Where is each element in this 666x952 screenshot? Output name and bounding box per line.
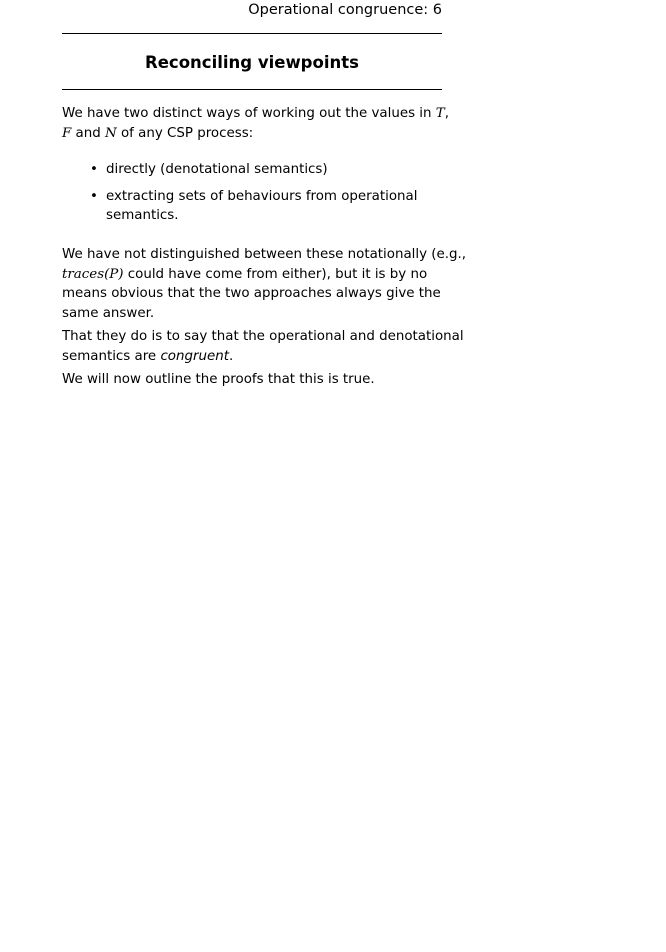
bullet-glyph: • <box>90 162 98 177</box>
intro-comma: , <box>444 106 449 121</box>
traces-argument: (P) <box>104 266 124 282</box>
bullet-item-text: directly (denotational semantics) <box>106 162 328 177</box>
intro-text: We have two distinct ways of working out the values in <box>62 106 436 121</box>
paragraph-congruence <box>62 327 464 366</box>
paragraph-intro <box>62 104 452 143</box>
paragraph-outline <box>62 370 452 390</box>
bullet-item-extracting <box>62 187 452 226</box>
failures-model-symbol: F <box>62 125 72 141</box>
paragraph-notation-line-3: means obvious that the two approaches always give the <box>62 286 441 301</box>
bullet-item-directly <box>62 160 452 180</box>
congruence-start: semantics are <box>62 348 161 364</box>
traces-model-symbol: T <box>435 106 445 121</box>
top-rule <box>62 33 442 34</box>
paragraph-intro-line-2 <box>62 124 452 144</box>
intro-and: and <box>71 125 106 141</box>
paragraph-congruence-line-1: That they do is to say that the operational and denotational <box>62 329 464 344</box>
slide-title: Reconciling viewpoints <box>145 53 359 72</box>
traces-function: traces <box>62 266 105 282</box>
congruent-term: congruent <box>160 348 229 364</box>
paragraph-notation-line-1: We have not distinguished between these notationally (e.g., <box>62 247 467 262</box>
congruence-end: . <box>228 348 234 364</box>
bullet-item-text-continued: semantics. <box>106 208 179 223</box>
divergences-model-symbol: N <box>105 125 117 141</box>
paragraph-notation-line-4: same answer. <box>62 305 155 321</box>
paragraph-outline-line-1: We will now outline the proofs that this is true. <box>62 372 375 387</box>
running-head: Operational congruence: 6 <box>248 2 442 18</box>
bullet-glyph: • <box>90 188 98 204</box>
paragraph-intro-line-1 <box>62 104 452 124</box>
intro-end: of any CSP process: <box>116 125 254 141</box>
bottom-rule <box>62 89 442 90</box>
bullet-list <box>62 160 452 226</box>
notation-rest: could have come from either), but it is by no <box>123 266 428 282</box>
paragraph-notation <box>62 245 467 323</box>
bullet-item-text: extracting sets of behaviours from operational <box>106 188 418 204</box>
paragraph-congruence-line-2 <box>62 347 452 367</box>
paragraph-notation-line-2 <box>62 265 452 285</box>
